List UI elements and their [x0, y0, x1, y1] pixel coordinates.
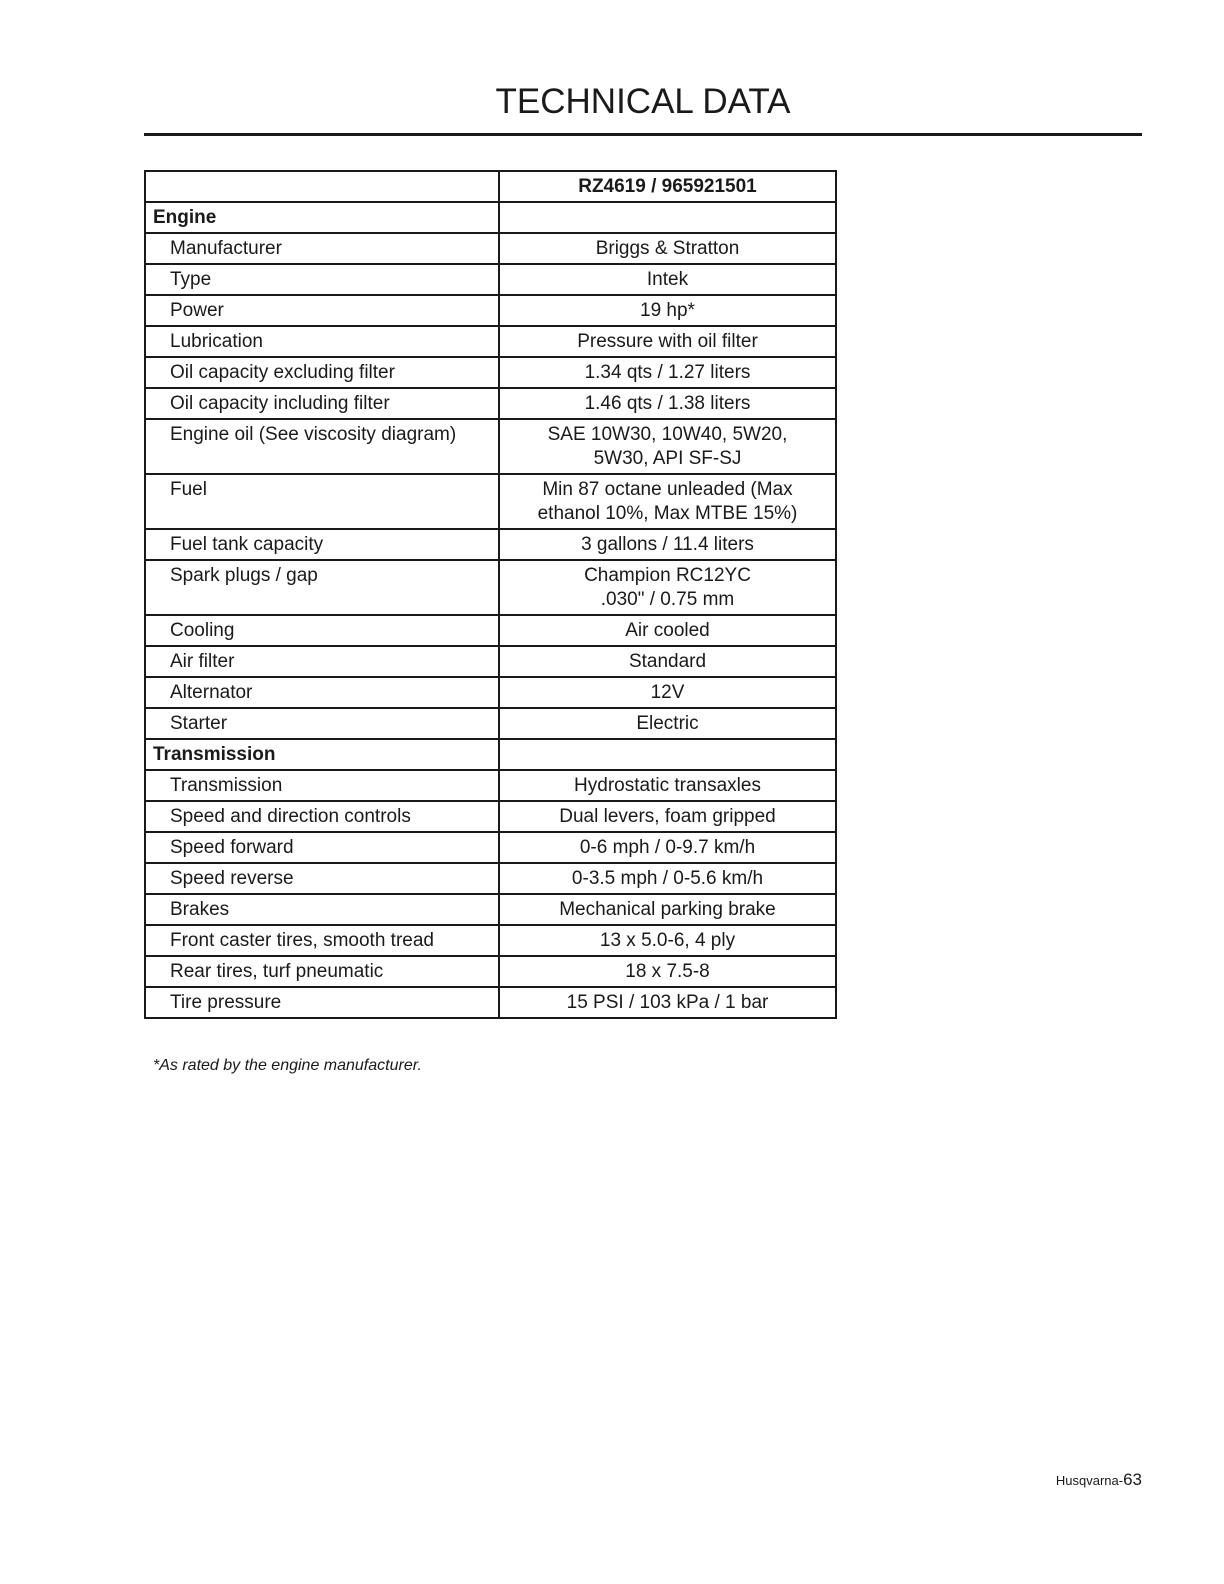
section-row-transmission: [145, 739, 836, 770]
spec-value: 1.34 qts / 1.27 liters: [499, 357, 836, 388]
spec-value: 15 PSI / 103 kPa / 1 bar: [499, 987, 836, 1018]
technical-data-table: [144, 170, 837, 1019]
spec-value-line: .030" / 0.75 mm: [600, 589, 735, 610]
spec-label: Engine oil (See viscosity diagram): [145, 419, 499, 474]
spec-label: Cooling: [145, 615, 499, 646]
spec-value-line: SAE 10W30, 10W40, 5W20,: [547, 424, 788, 445]
table-row: [145, 894, 836, 925]
spec-value-line: 5W30, API SF-SJ: [593, 448, 742, 469]
page-number: 63: [1123, 1470, 1142, 1489]
table-row: [145, 863, 836, 894]
spec-label: Front caster tires, smooth tread: [145, 925, 499, 956]
spec-label: Alternator: [145, 677, 499, 708]
spec-value: 3 gallons / 11.4 liters: [499, 529, 836, 560]
table-row: [145, 832, 836, 863]
spec-value: [499, 560, 836, 615]
section-title: Transmission: [145, 739, 499, 770]
page-title: TECHNICAL DATA: [495, 82, 791, 121]
spec-label: Transmission: [145, 770, 499, 801]
table-row: [145, 925, 836, 956]
spec-value: Hydrostatic transaxles: [499, 770, 836, 801]
table-row: [145, 615, 836, 646]
spec-label: Oil capacity including filter: [145, 388, 499, 419]
table-row: [145, 326, 836, 357]
model-header: RZ4619 / 965921501: [499, 171, 836, 202]
spec-value: [499, 474, 836, 529]
table-row: [145, 708, 836, 739]
spec-value: [499, 419, 836, 474]
spec-label: Manufacturer: [145, 233, 499, 264]
table-header-row: [145, 171, 836, 202]
spec-label: Speed reverse: [145, 863, 499, 894]
title-divider: [144, 133, 1142, 136]
table-row: [145, 295, 836, 326]
table-row: [145, 233, 836, 264]
table-row: [145, 560, 836, 615]
spec-label: Type: [145, 264, 499, 295]
table-row: [145, 646, 836, 677]
spec-value: Electric: [499, 708, 836, 739]
spec-label: Fuel tank capacity: [145, 529, 499, 560]
spec-label: Rear tires, turf pneumatic: [145, 956, 499, 987]
spec-label: Air filter: [145, 646, 499, 677]
spec-label: Spark plugs / gap: [145, 560, 499, 615]
spec-label: Tire pressure: [145, 987, 499, 1018]
table-row: [145, 987, 836, 1018]
section-title: Engine: [145, 202, 499, 233]
section-empty-cell: [499, 739, 836, 770]
table-row: [145, 677, 836, 708]
table-row: [145, 419, 836, 474]
page-footer: [1056, 1470, 1142, 1490]
footer-brand: Husqvarna-: [1055, 1473, 1124, 1488]
spec-value: Briggs & Stratton: [499, 233, 836, 264]
spec-value: Dual levers, foam gripped: [499, 801, 836, 832]
spec-value: Air cooled: [499, 615, 836, 646]
section-empty-cell: [499, 202, 836, 233]
spec-label: Power: [145, 295, 499, 326]
spec-label: Speed and direction controls: [145, 801, 499, 832]
spec-label: Fuel: [145, 474, 499, 529]
spec-label: Oil capacity excluding filter: [145, 357, 499, 388]
section-row-engine: [145, 202, 836, 233]
spec-value: 18 x 7.5-8: [499, 956, 836, 987]
spec-label: Speed forward: [145, 832, 499, 863]
spec-value: 0-3.5 mph / 0-5.6 km/h: [499, 863, 836, 894]
spec-label: Brakes: [145, 894, 499, 925]
table-row: [145, 529, 836, 560]
table-row: [145, 956, 836, 987]
footnote: *As rated by the engine manufacturer.: [153, 1057, 422, 1074]
spec-value: Intek: [499, 264, 836, 295]
spec-value-line: ethanol 10%, Max MTBE 15%): [537, 503, 798, 524]
spec-value: Pressure with oil filter: [499, 326, 836, 357]
table-row: [145, 801, 836, 832]
spec-value: 1.46 qts / 1.38 liters: [499, 388, 836, 419]
spec-value: 0-6 mph / 0-9.7 km/h: [499, 832, 836, 863]
spec-value: 12V: [499, 677, 836, 708]
table-row: [145, 474, 836, 529]
spec-value: 13 x 5.0-6, 4 ply: [499, 925, 836, 956]
spec-label: Starter: [145, 708, 499, 739]
table-row: [145, 264, 836, 295]
table-row: [145, 357, 836, 388]
header-empty-cell: [145, 171, 499, 202]
spec-value: 19 hp*: [499, 295, 836, 326]
spec-value-line: Champion RC12YC: [584, 565, 751, 586]
table-row: [145, 770, 836, 801]
spec-value: Standard: [499, 646, 836, 677]
spec-value: Mechanical parking brake: [499, 894, 836, 925]
spec-label: Lubrication: [145, 326, 499, 357]
spec-value-line: Min 87 octane unleaded (Max: [542, 479, 793, 500]
table-row: [145, 388, 836, 419]
